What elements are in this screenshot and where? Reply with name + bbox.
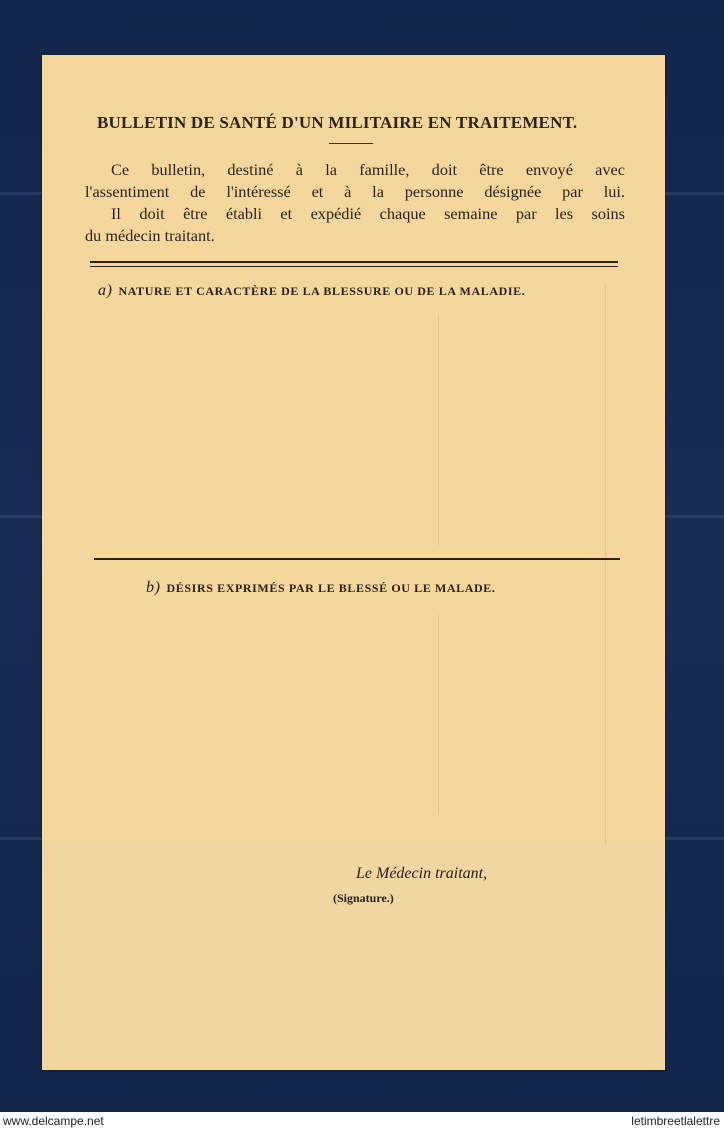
bulletin-title: BULLETIN DE SANTÉ D'UN MILITAIRE EN TRAITEMENT. xyxy=(97,113,578,132)
intro-line: Ce bulletin, destiné à la famille, doit être envoyé avec xyxy=(111,160,625,179)
faint-guide-line xyxy=(438,615,439,815)
card-lower-panel xyxy=(42,843,665,1070)
health-bulletin-card xyxy=(42,55,665,1070)
faint-guide-line xyxy=(605,285,606,845)
signature-caption: (Signature.) xyxy=(333,891,394,905)
intro-line: du médecin traitant. xyxy=(85,226,215,245)
section-b-label: DÉSIRS EXPRIMÉS PAR LE BLESSÉ OU LE MALADE. xyxy=(166,581,496,595)
section-a-heading xyxy=(98,282,525,300)
section-a-label: NATURE ET CARACTÈRE DE LA BLESSURE OU DE LA MALADIE. xyxy=(118,284,526,298)
double-rule-bottom xyxy=(90,266,618,267)
signature-title: Le Médecin traitant, xyxy=(356,865,488,882)
section-a-letter: a) xyxy=(98,282,113,299)
double-rule-top xyxy=(90,261,618,263)
watermark-right: letimbreetlalettre xyxy=(631,1114,720,1128)
watermark-left: www.delcampe.net xyxy=(3,1114,104,1128)
intro-line: l'assentiment de l'intéressé et à la personne désignée par lui. xyxy=(85,182,625,201)
section-b-letter: b) xyxy=(146,579,161,596)
faint-guide-line xyxy=(438,315,439,545)
intro-text xyxy=(85,159,625,247)
title-underline xyxy=(329,143,373,144)
watermark-bar xyxy=(0,1112,724,1131)
intro-line: Il doit être établi et expédié chaque semaine par les soins xyxy=(111,204,625,223)
section-divider xyxy=(94,558,620,560)
section-b-heading xyxy=(146,579,496,597)
